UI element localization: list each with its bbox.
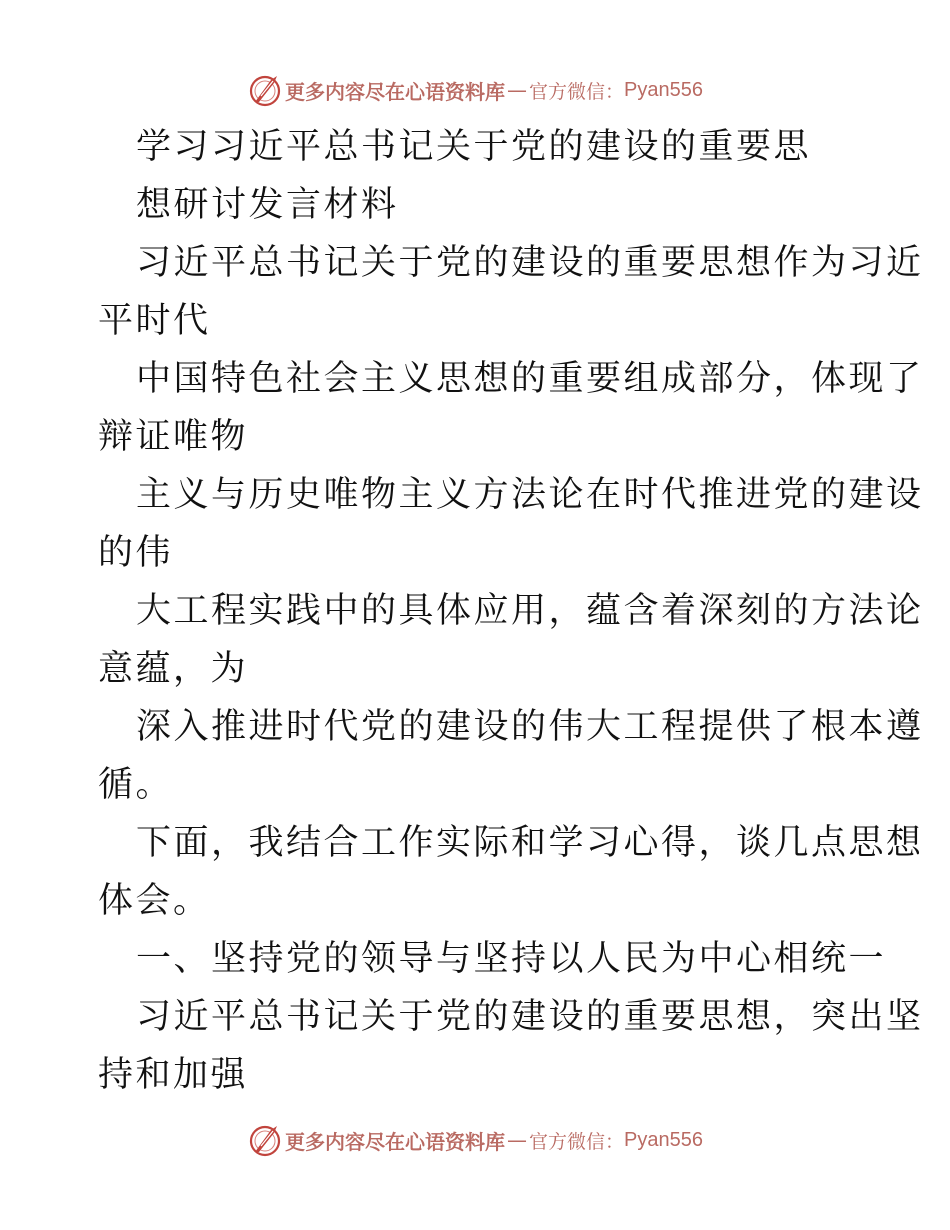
text-line: 意蕴，为 bbox=[98, 649, 249, 689]
text-line: 一、坚持党的领导与坚持以人民为中心相统一 bbox=[136, 939, 887, 979]
text-line: 习近平总书记关于党的建设的重要思想，突出坚 bbox=[136, 997, 924, 1037]
watermark-wechat-id: Pyan556 bbox=[624, 78, 703, 101]
text-line: 的伟 bbox=[98, 533, 174, 573]
text-line: 平时代 bbox=[98, 301, 211, 341]
watermark-wechat-id: Pyan556 bbox=[624, 1128, 703, 1151]
text-line: 体会。 bbox=[98, 881, 211, 921]
watermark-separator: — bbox=[507, 1128, 527, 1152]
text-line: 下面，我结合工作实际和学习心得，谈几点思想 bbox=[136, 823, 924, 863]
watermark-site-text: 更多内容尽在心语资料库 bbox=[285, 1129, 505, 1154]
document-body bbox=[98, 118, 924, 1104]
quill-logo-icon bbox=[247, 1122, 283, 1158]
quill-logo-icon bbox=[247, 72, 283, 108]
text-line: 习近平总书记关于党的建设的重要思想作为习近 bbox=[136, 243, 924, 283]
text-line: 辩证唯物 bbox=[98, 417, 249, 457]
text-line: 深入推进时代党的建设的伟大工程提供了根本遵 bbox=[136, 707, 924, 747]
text-line: 中国特色社会主义思想的重要组成部分，体现了 bbox=[136, 359, 924, 399]
text-line: 循。 bbox=[98, 765, 174, 805]
text-line: 学习习近平总书记关于党的建设的重要思 bbox=[136, 127, 812, 167]
watermark-label: 官方微信： bbox=[529, 80, 625, 103]
watermark-label: 官方微信： bbox=[529, 1130, 625, 1153]
watermark-separator: — bbox=[507, 78, 527, 102]
watermark-footer bbox=[0, 1120, 950, 1160]
text-line: 持和加强 bbox=[98, 1055, 249, 1095]
text-line: 大工程实践中的具体应用，蕴含着深刻的方法论 bbox=[136, 591, 924, 631]
watermark-header bbox=[0, 70, 950, 110]
watermark-site-text: 更多内容尽在心语资料库 bbox=[285, 79, 505, 104]
text-line: 主义与历史唯物主义方法论在时代推进党的建设 bbox=[136, 475, 924, 515]
text-line: 想研讨发言材料 bbox=[136, 185, 399, 225]
